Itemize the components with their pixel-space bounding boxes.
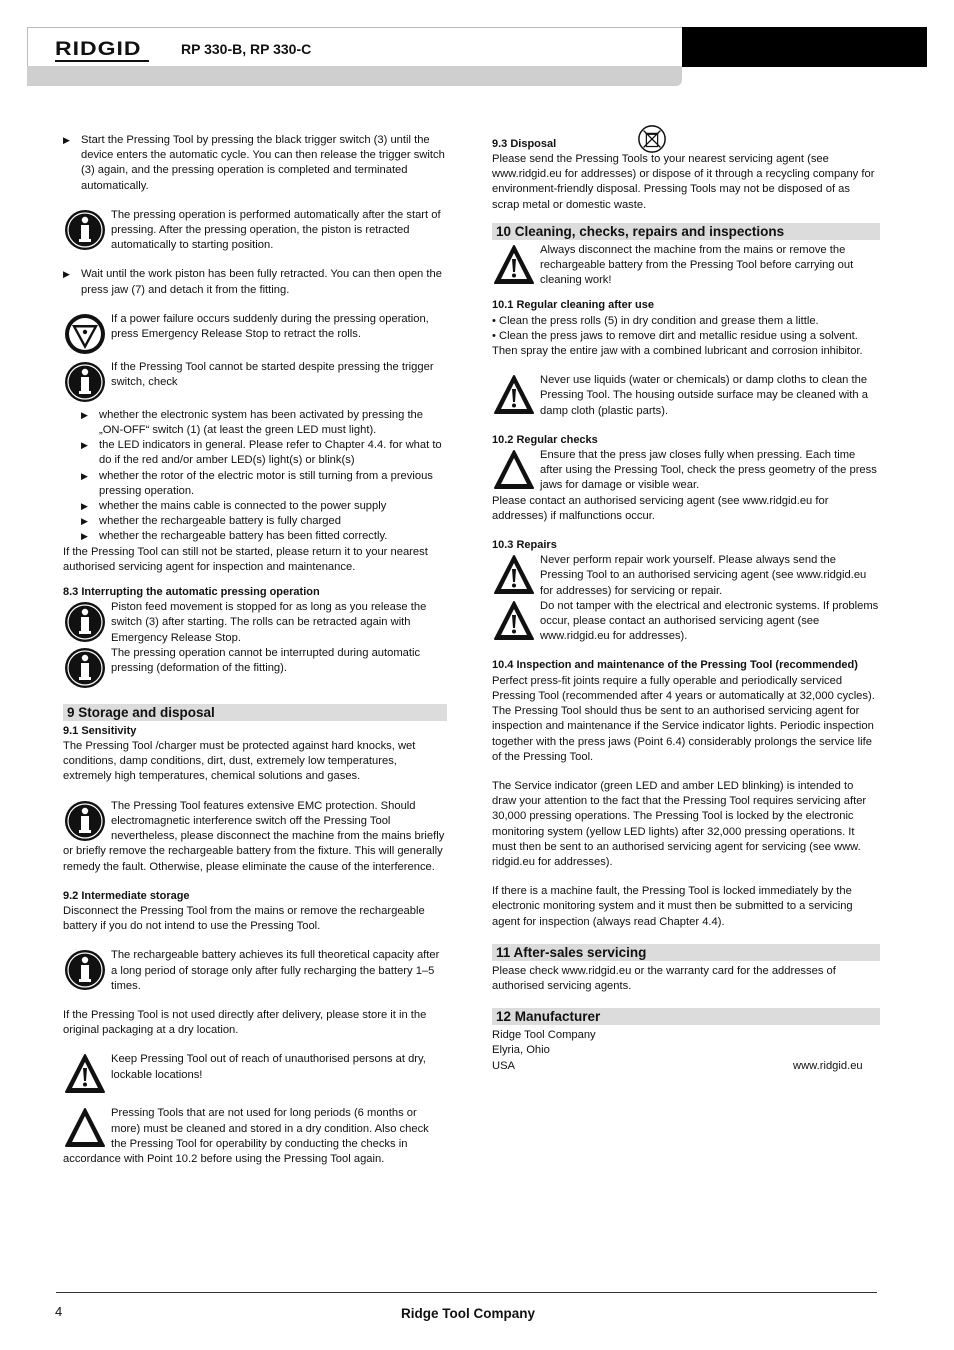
info-icon [63, 646, 107, 690]
inspection-text-2: The Service indicator (green LED and amber LED blinking) is intended to draw your attention to the fact that the Pressing Tool requires servicing after 30,000 pressing operations. The Pressing Tool is locked by the electronic monitoring system (yellow LED lights) after 32,000 pressing operations. It must then be sent to an authorised servicing agent for servicing (see www. ridgid.eu for addresses). [492, 779, 867, 868]
footer-company: Ridge Tool Company [401, 1306, 535, 1321]
ridgid-logo: RIDGID [55, 37, 142, 60]
storage-delivery-text: If the Pressing Tool is not used directly after delivery, please store it in the original packaging at a dry location. [63, 1008, 427, 1037]
emergency-note: If a power failure occurs suddenly during the pressing operation, press Emergency Release Stop to retract the rolls. [63, 312, 447, 356]
caution-icon [492, 448, 536, 492]
caution-icon [63, 1106, 107, 1150]
warning-note-repair: Never perform repair work yourself. Please always send the Pressing Tool to an authorised servicing agent (see www.ridgid.eu for addresses) for servicing or repair. [492, 553, 880, 599]
warning-icon [492, 599, 536, 643]
subheading-9-3: 9.3 Disposal [492, 138, 557, 150]
warning-icon [492, 243, 536, 287]
footer-rule [56, 1292, 877, 1293]
cleaning-bullet-jaws: • Clean the press jaws to remove dirt and metallic residue using a solvent. Then spray the entire jaw with a combined lubricant and corrosion inhibitor. [492, 329, 863, 358]
warning-icon [492, 373, 536, 417]
warning-note-lockable: Keep Pressing Tool out of reach of unauthorised persons at dry, lockable locations! [63, 1052, 447, 1096]
model-title: RP 330-B, RP 330-C [181, 41, 312, 57]
subheading-10-4: 10.4 Inspection and maintenance of the Pressing Tool (recommended) [492, 659, 858, 672]
info-icon [63, 948, 107, 992]
info-note-battery: The rechargeable battery achieves its full theoretical capacity after a long period of storage only after fully recharging the battery 1–5 times. [63, 948, 447, 994]
check-item: ▶ whether the electronic system has been activated by pressing the „ON-OFF“ switch (1) (at least the green LED must light). [63, 408, 447, 438]
warning-note-disconnect: Always disconnect the machine from the mains or remove the rechargeable battery from the Pressing Tool before carrying out cleaning work! [492, 243, 880, 289]
section-9-heading: 9 Storage and disposal [63, 704, 447, 721]
step-wait-bullet: ▶ Wait until the work piston has been fully retracted. You can then open the press jaw (7) and detach it from the fitting. [63, 267, 447, 297]
after-sales-text: Please check www.ridgid.eu or the warranty card for the addresses of authorised servicing agents. [492, 964, 836, 992]
section-11-heading: 11 After-sales servicing [492, 944, 880, 961]
check-item: ▶ whether the rotor of the electric motor is still turning from a previous pressing operation. [63, 469, 447, 499]
info-note-cannot-start: If the Pressing Tool cannot be started despite pressing the trigger switch, check [63, 360, 447, 404]
info-note-automatic: The pressing operation is performed automatically after the start of pressing. After the pressing operation, the piston is retracted automatically to starting position. [63, 208, 447, 254]
caution-note-checks: Ensure that the press jaw closes fully when pressing. Each time after using the Pressing Tool, check the press geometry of the press jaws for damage or visible wear. [492, 448, 880, 494]
warning-note-liquids: Never use liquids (water or chemicals) or damp cloths to clean the Pressing Tool. The housing outside surface may be cleaned with a damp cloth (plastic parts). [492, 373, 880, 419]
cleaning-bullet-rolls: • Clean the press rolls (5) in dry condition and grease them a little. [492, 314, 819, 327]
right-column [492, 133, 880, 1074]
subheading-8-3: 8.3 Interrupting the automatic pressing operation [63, 586, 320, 599]
header-black-block [682, 27, 927, 67]
disposal-text: Please send the Pressing Tools to your nearest servicing agent (see www.ridgid.eu for addresses) or dispose of it through a recycling company for environment-friendly disposal. Pressing Tools may not be disposed of as scrap metal or domestic waste. [492, 153, 875, 211]
info-note-interrupt-1: Piston feed movement is stopped for as long as you release the switch (3) after starting. The rolls can be retracted again with Emergency Release Stop. [63, 600, 447, 646]
header-grey-bar [27, 66, 682, 86]
warning-note-tamper: Do not tamper with the electrical and electronic systems. If problems occur, please contact an authorised servicing agent (see www.ridgid.eu for addresses). [492, 599, 880, 645]
check-item: ▶ the LED indicators in general. Please refer to Chapter 4.4. for what to do if the red and/or amber LED(s) light(s) or blink(s) [63, 438, 447, 468]
subheading-10-2: 10.2 Regular checks [492, 433, 598, 446]
warning-icon [63, 1052, 107, 1096]
checks-contact-text: Please contact an authorised servicing agent (see www.ridgid.eu for addresses) if malfunctions occur. [492, 494, 829, 522]
subheading-10-1: 10.1 Regular cleaning after use [492, 299, 655, 312]
info-icon [63, 360, 107, 404]
sensitivity-text: The Pressing Tool /charger must be protected against hard knocks, wet conditions, damp conditions, dirt, dust, extremely low temperatures, extremely high temperatures, chemical solutions and gases. [63, 740, 416, 783]
inspection-text-3: If there is a machine fault, the Pressing Tool is locked immediately by the electronic monitoring system and it must then be submitted to a servicing agent for inspection (always read Chapter 4.4). [492, 885, 853, 928]
website-link[interactable]: www.ridgid.eu [793, 1059, 863, 1072]
info-icon [63, 600, 107, 644]
check-item: ▶ whether the rechargeable battery is fully charged [63, 514, 447, 529]
left-column [63, 133, 447, 1167]
manufacturer-name: Ridge Tool Company [492, 1029, 596, 1042]
info-note-interrupt-2: The pressing operation cannot be interrupted during automatic pressing (deformation of the fitting). [63, 646, 447, 690]
cannot-start-text: If the Pressing Tool can still not be started, please return it to your nearest authorised servicing agent for inspection and maintenance. [63, 545, 428, 573]
manufacturer-city: Elyria, Ohio [492, 1044, 550, 1057]
subheading-10-3: 10.3 Repairs [492, 539, 557, 552]
subheading-9-1: 9.1 Sensitivity [63, 724, 137, 737]
section-12-heading: 12 Manufacturer [492, 1008, 880, 1025]
inspection-text-1: Perfect press-fit joints require a fully operable and periodically serviced Pressing Tool (recommended after 4 years or automatically at 32,000 cycles). The Pressing Tool should thus be sent to an authorised servicing agent for inspection and maintenance if the Service indicator lights. Periodic inspection together with the press jaws (Point 6.4) considerably prolongs the service life of the Pressing Tool. [492, 674, 875, 763]
crossed-bin-icon [637, 124, 667, 154]
step-start-bullet: ▶ Start the Pressing Tool by pressing the black trigger switch (3) until the device enters the automatic cycle. You can then release the trigger switch (3) again, and the pressing operation is completed and terminated automatically. [63, 133, 447, 194]
info-icon [63, 799, 107, 843]
manufacturer-country: USA www.ridgid.eu [492, 1059, 880, 1074]
check-item: ▶ whether the mains cable is connected to the power supply [63, 499, 447, 514]
page-number: 4 [55, 1304, 63, 1319]
warning-icon [492, 553, 536, 597]
check-item: ▶ whether the rechargeable battery has been fitted correctly. [63, 529, 447, 544]
intermediate-storage-text: Disconnect the Pressing Tool from the mains or remove the rechargeable battery if you do not intend to use the Pressing Tool. [63, 904, 425, 933]
logo-underline [55, 60, 149, 62]
info-icon [63, 208, 107, 252]
subheading-9-2: 9.2 Intermediate storage [63, 889, 190, 902]
info-note-emc: The Pressing Tool features extensive EMC protection. Should electromagnetic interference switch off the Pressing Tool nevertheless, please disconnect the machine from the mains briefly or briefly remove the rechargeable battery from the fixture. This will generally remedy the fault. Otherwise, please eliminate the cause of the interference. [63, 799, 445, 873]
caution-note-long-storage: Pressing Tools that are not used for long periods (6 months or more) must be cleaned and stored in a dry condition. Also check the Pressing Tool for operability by conducting the checks in accordance with Point 10.2 before using the Pressing Tool again. [63, 1107, 429, 1165]
emergency-stop-icon [63, 312, 107, 356]
section-10-heading: 10 Cleaning, checks, repairs and inspections [492, 223, 880, 240]
